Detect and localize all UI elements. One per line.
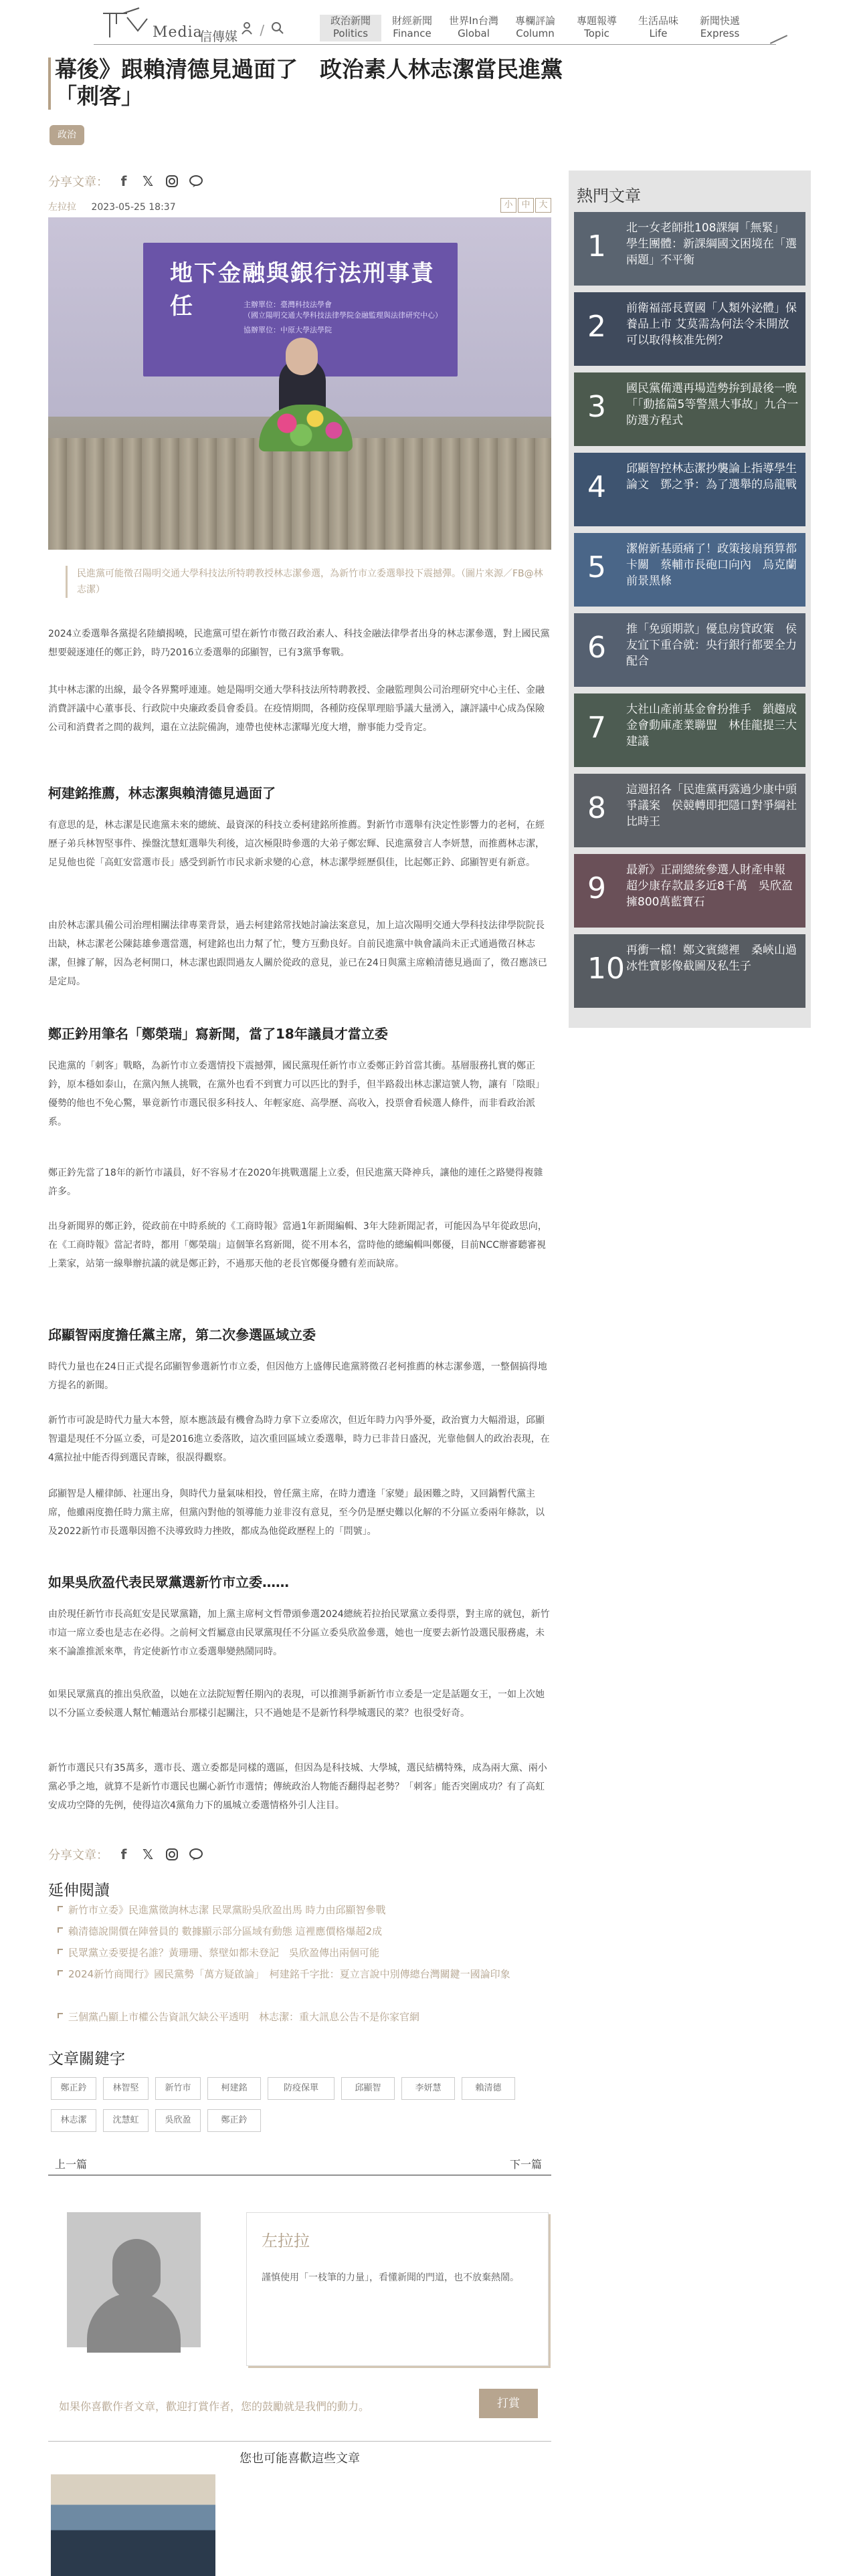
nav-item-politics[interactable] — [320, 15, 381, 41]
keyword-tag[interactable]: 林智堅 — [103, 2077, 149, 2100]
banner-line: 主辦單位：臺灣科技法學會 — [244, 300, 332, 309]
popular-item[interactable] — [574, 774, 805, 847]
rank-number: 5 — [587, 550, 606, 584]
rank-number: 2 — [587, 310, 606, 344]
keyword-tag[interactable]: 賴清德 — [462, 2077, 515, 2100]
font-size-controls — [499, 198, 551, 213]
popular-item[interactable] — [574, 453, 805, 526]
article-paragraph: 如果民眾黨真的推出吳欣盈，以她在立法院短暫任期內的表現，可以推測爭新新竹市立委是一定是話題女王，一如上次她以不分區立委候選人幫忙輔選站台那樣引起關注，只不過她是不是新竹科學城選民的菜？也很受好奇。 — [48, 1689, 545, 1719]
share-label: 分享文章： — [48, 1848, 108, 1862]
popular-item-title: 推「免頭期款」優息房貸政策 侯友宜下重合就：央行銀行都要全力配合 — [626, 623, 797, 668]
nav-label-en: Life — [649, 27, 668, 39]
line-icon[interactable] — [187, 173, 205, 190]
keyword-tag[interactable]: 吳欣盈 — [155, 2109, 201, 2132]
share-bar-top — [48, 173, 205, 190]
avatar-head — [112, 2239, 161, 2299]
popular-item[interactable] — [574, 292, 805, 366]
nav-label-cn: 生活品味 — [638, 15, 678, 27]
extended-link[interactable]: 2024新竹商聞行》國民黨勢「萬方疑啟論」 柯建銘千字批：夏立言說中別傳總台灣關鍵一國論印象 — [68, 1968, 510, 1980]
nav-label-en: Topic — [584, 27, 609, 39]
nav-label-cn: 專欄評論 — [514, 15, 555, 27]
related-article-thumbnail[interactable] — [51, 2474, 215, 2576]
next-article-link[interactable]: 下一篇 — [510, 2158, 543, 2171]
keyword-tag[interactable]: 邱顯智 — [341, 2077, 395, 2100]
site-header — [0, 0, 859, 47]
article-title: 幕後》跟賴清德見過面了 政治素人林志潔當民進黨「刺客」 — [55, 56, 563, 109]
line-icon[interactable] — [187, 1846, 205, 1863]
article-paragraph: 邱顯智是人權律師、社運出身，與時代力量氣味相投，曾任黨主席，在時力遭逢「家變」最困難之時，又回鍋暫代黨主席，他雖兩度擔任時力黨主席，但黨內對他的領導能力並非沒有意見，至今仍是歷史難以化解的不分區立委兩年條款，以及2022新竹市長選舉因擔不決導致時力挫敗，都成為他從政歷程上的「問號」。 — [48, 1489, 545, 1537]
keyword-tag[interactable]: 李妍慧 — [401, 2077, 455, 2100]
nav-item-global[interactable] — [443, 15, 504, 41]
extended-link[interactable]: 三個黨凸顯上市權公告資訊欠缺公平透明 林志潔：重大訊息公告不是你家官網 — [68, 2011, 420, 2023]
popular-item-title: 邱顯智控林志潔抄襲論上指導學生論文 鄧之爭：為了選舉的烏龍戰 — [626, 462, 797, 492]
avatar-body — [87, 2292, 181, 2353]
tip-button[interactable]: 打賞 — [479, 2389, 538, 2418]
banner-title: 地下金融與銀行法刑事責任 — [170, 260, 435, 320]
font-size-large[interactable]: 大 — [535, 198, 551, 213]
popular-item-title: 最新》正副總統參選人財產申報 超少康存款最多近8千萬 吳欣盈擁800萬藍寶石 — [626, 863, 793, 909]
popular-item[interactable] — [574, 533, 805, 607]
title-accent-bar — [48, 58, 51, 110]
logo-text: Media — [153, 24, 203, 41]
article-paragraph: 新竹市選民只有35萬多，選市長、選立委都是同樣的選區，但因為是科技城、大學城，選民結構特殊，成為兩大黨、兩小黨必爭之地，就算不是新竹市選民也關心新竹市選情；傳統政治人物能否翻得起老勢？「刺客」能否突圍成功？有了高虹安成功空降的先例，使得這次4黨角力下的風城立委選情格外引人注目。 — [48, 1763, 547, 1811]
font-size-medium[interactable]: 中 — [518, 198, 534, 213]
speaker-head — [286, 338, 318, 375]
keyword-tag[interactable]: 鄭正鈐 — [207, 2109, 261, 2132]
publish-date: 2023-05-25 18:37 — [91, 202, 176, 213]
flower-arrangement — [259, 405, 353, 451]
section-heading: 柯建銘推薦，林志潔與賴清德見過面了 — [48, 785, 276, 801]
nav-item-finance[interactable] — [381, 15, 443, 41]
bullet-icon — [58, 1927, 63, 1933]
main-nav — [320, 15, 751, 41]
article-paragraph: 由於現任新竹市長高虹安是民眾黨籍，加上黨主席柯文哲帶頭參選2024總統若拉抬民眾黨立委得票，對主席的就包，新竹市這一席立委也是志在必得。之前柯文哲屬意由民眾黨現任不分區立委吳欣盈參選，她也一度要去新竹設選民服務處，未來不論誰推派來準，肯定使新竹市立委選舉變熱鬧同時。 — [48, 1609, 550, 1657]
nav-label-cn: 世界In台灣 — [449, 15, 498, 27]
keyword-tag[interactable]: 新竹市 — [155, 2077, 201, 2100]
header-icons — [241, 21, 284, 38]
sidebar-title: 熱門文章 — [577, 187, 641, 205]
banner-line: （國立陽明交通大學科技法律學院金融監理與法律研究中心） — [244, 311, 442, 320]
logo-cn-text: 信傳媒 — [199, 29, 238, 44]
article-paragraph: 出身新聞界的鄭正鈐，從政前在中時系統的《工商時報》當過1年新聞編輯、3年大陸新聞記者，可能因為早年從政思向，在《工商時報》當記者時，都用「鄭榮瑞」這個筆名寫新聞，從不用本名，當時他的總編輯叫鄭優，目前NCC辦審聽審視上業家，站第一線舉辦抗議的就是鄭正鈐，不過那天他的老長官鄭優身體有差而缺席。 — [48, 1221, 547, 1269]
rank-number: 1 — [587, 229, 606, 263]
article-paragraph: 2024立委選舉各黨提名陸續揭曉，民進黨可望在新竹市徵召政治素人、科技金融法律學者出身的林志潔參選，對上國民黨想要競逐連任的鄭正鈐，時乃2016立委選舉的邱顯智，已有3黨爭奪戰。 — [48, 629, 550, 658]
article-paragraph: 其中林志潔的出線，最令各界驚呼連連。她是陽明交通大學科技法所特聘教授、金融監理與公司治理研究中心主任、金融消費評議中心董事長、行政院中央廉政委員會委員。在疫情期間，各種防疫保單理賠爭議大量湧入，讓評議中心成為保險公司和消費者之間的裁判，還在立法院備詢，連帶也使林志潔曝光度大增，辦事能力受肯定。 — [48, 685, 545, 733]
rank-number: 3 — [587, 390, 606, 424]
nav-divider — [94, 44, 776, 45]
nav-item-express[interactable] — [689, 15, 751, 41]
table-cloth — [48, 438, 551, 550]
author-link[interactable]: 左拉拉 — [48, 202, 76, 213]
rank-number: 4 — [587, 470, 606, 504]
extended-link[interactable]: 民眾黨立委要提名誰？黃珊珊、蔡壁如都未登記 吳欣盈傳出兩個可能 — [68, 1947, 380, 1959]
nav-label-cn: 專題報導 — [576, 15, 617, 27]
section-heading: 邱顯智兩度擔任黨主席，第二次參選區域立委 — [48, 1327, 316, 1343]
logo-mark-icon — [100, 4, 154, 43]
bullet-icon — [58, 1906, 63, 1911]
keyword-tag[interactable]: 防疫保單 — [268, 2077, 335, 2100]
font-size-small[interactable]: 小 — [500, 198, 516, 213]
article-paragraph: 鄭正鈐先當了18年的新竹市議員，好不容易才在2020年挑戰選罷上立委，但民進黨天降神兵，讓他的連任之路變得複雜許多。 — [48, 1168, 543, 1197]
prev-article-link[interactable]: 上一篇 — [55, 2158, 88, 2171]
popular-item-title: 大社山產前基金會扮推手 鎖趨成金會動庫產業聯盟 林佳龍提三大建議 — [626, 703, 797, 748]
author-name[interactable]: 左拉拉 — [262, 2232, 310, 2250]
rank-number: 8 — [587, 791, 606, 825]
article-paragraph: 有意思的是，林志潔是民進黨未來的總統、最資深的科技立委柯建銘所推薦。對新竹市選舉有決定性影響力的老柯，在經歷子弟兵林智堅事件、操盤沈慧虹選舉失利後，這次極限時參選的大弟子鄭宏輝、民進黨發言人李妍慧，而推薦林志潔，足見他也從「高虹安當選市長」感受到新竹市民求新求變的心意，林志潔學經歷俱佳，比起鄭正鈐、邱顯智更有新意。 — [48, 820, 545, 868]
share-bar-bottom — [48, 1846, 205, 1863]
rank-number: 10 — [587, 952, 625, 986]
popular-item-title: 前衛福部長賣國「人類外泌體」保養品上市 艾莫需為何法令未開放可以取得核准先例？ — [626, 302, 797, 347]
x-twitter-icon[interactable]: 𝕏 — [142, 173, 154, 189]
popular-item-title: 這週招各「民進黨再露過少康中頭爭議案 侯競轉即把隱口對爭綱社比時王 — [626, 783, 797, 829]
nav-label-en: Column — [516, 27, 555, 39]
section-heading: 如果吳欣盈代表民眾黨選新竹市立委…… — [48, 1574, 289, 1590]
related-divider — [48, 2441, 551, 2442]
search-icon[interactable] — [271, 22, 284, 38]
popular-item[interactable] — [574, 934, 805, 1008]
bullet-icon — [58, 1970, 63, 1975]
nav-item-topic[interactable] — [566, 15, 628, 41]
tip-prompt: 如果你喜歡作者文章，歡迎打賞作者，您的鼓勵就是我們的動力。 — [59, 2400, 370, 2413]
rank-number: 7 — [587, 711, 606, 745]
keyword-tag[interactable]: 沈慧虹 — [103, 2109, 149, 2132]
extended-link[interactable]: 新竹市立委》民進黨徵詢林志潔 民眾黨盼吳欣盈出馬 時力由邱顯智參戰 — [68, 1904, 386, 1916]
article-photo — [48, 217, 551, 550]
nav-label-en: Finance — [393, 27, 432, 39]
nav-label-cn: 財經新聞 — [391, 15, 432, 27]
popular-item-title: 北一女老師批108課綱「無緊」 學生團體：新課綱國文困境在「選兩題」不平衡 — [626, 221, 797, 267]
keyword-tag[interactable]: 鄭正鈐 — [51, 2077, 96, 2100]
nav-label-cn: 政治新聞 — [330, 15, 371, 27]
instagram-icon[interactable] — [163, 173, 181, 190]
article-paragraph: 新竹市可說是時代力量大本營，原本應該最有機會為時力拿下立委席次，但近年時力內爭外憂，政治實力大幅滑退，邱顯智還是現任不分區立委，可是2016進立委落敗，這次重回區域立委選舉，時力已非昔日盛況，光靠他個人的政治表現，在4黨拉扯中能否得到選民青睞，很誤得觀察。 — [48, 1415, 550, 1463]
nav-label-cn: 新聞快遞 — [699, 15, 740, 27]
site-logo[interactable] — [100, 4, 241, 43]
nav-label-en: Politics — [332, 27, 369, 39]
extended-reading-title: 延伸閱讀 — [48, 1882, 110, 1899]
popular-item[interactable] — [574, 212, 805, 286]
x-twitter-icon[interactable]: 𝕏 — [142, 1846, 154, 1862]
nav-divider-tick — [770, 35, 787, 44]
divider: / — [260, 22, 265, 38]
article-paragraph: 由於林志潔具備公司治理相關法律專業背景，過去柯建銘常找她討論法案意見，加上這次陽明交通大學科技法律學院院長出缺，林志潔老公陳鋕雄參選當選，柯建銘也出力幫了忙，雙方互動良好。自前民進黨中執會議尚未正式通過徵召林志潔，但據了解，因為老柯開口，林志潔也跟問過友人關於從政的意見，並已在24日與黨主席賴清德見過面了，徵召應該已是定局。 — [48, 920, 547, 987]
instagram-icon[interactable] — [163, 1846, 181, 1863]
nav-label-en: Express — [700, 27, 740, 39]
author-card — [246, 2212, 549, 2366]
bullet-icon — [58, 2013, 63, 2018]
nav-label-en: Global — [458, 27, 490, 39]
keyword-tag[interactable]: 柯建銘 — [207, 2077, 261, 2100]
popular-item-title: 國民黨備選再場造勢拚到最後一晚 「「動搖篇5等警黑大事故」九合一防選方程式 — [626, 382, 808, 427]
banner-line: 協辦單位：中原大學法學院 — [244, 326, 332, 334]
article-paragraph: 時代力量也在24日正式提名邱顯智參選新竹市立委，但因他方上盛傳民進黨將徵召老柯推薦的林志潔參選，一整個搞得地方提名的新聞。 — [48, 1362, 547, 1391]
popular-item[interactable] — [574, 613, 805, 687]
section-heading: 鄭正鈐用筆名「鄭榮瑞」寫新聞，當了18年議員才當立委 — [48, 1026, 388, 1042]
popular-item[interactable] — [574, 372, 808, 446]
author-avatar — [67, 2212, 201, 2347]
popular-item[interactable] — [574, 854, 805, 928]
nav-item-life[interactable] — [628, 15, 689, 41]
nav-item-column[interactable] — [504, 15, 566, 41]
user-icon[interactable] — [241, 22, 257, 38]
category-tag[interactable]: 政治 — [50, 125, 84, 145]
popular-item-title: 潔俯新基頭痛了！政策接扇預算都卡關 蔡輔市長砲口向內 烏克蘭前景黑條 — [626, 542, 797, 588]
facebook-icon[interactable]: f — [120, 173, 127, 189]
rank-number: 6 — [587, 631, 606, 665]
photo-caption: 民進黨可能徵召陽明交通大學科技法所特聘教授林志潔參選，為新竹市立委選舉投下震撼彈。（圖片來源／FB@林志潔） — [66, 566, 547, 598]
keyword-tag[interactable]: 林志潔 — [51, 2109, 96, 2132]
popular-item-title: 再衝一檔！鄭文賓總裡 桑峽山過冰性寶影像截圖及私生子 — [626, 944, 797, 973]
related-title: 您也可能喜歡這些文章 — [240, 2452, 360, 2466]
article-paragraph: 民進黨的「刺客」戰略，為新竹市立委選情投下震撼彈，國民黨現任新竹市立委鄭正鈐首當其衝。基層服務扎實的鄭正鈐，原本穩如泰山，在黨內無人挑戰，在黨外也看不到實力可以匹比的對手，但半路殺出林志潔這號人物，讓有「陰眼」優勢的他也不免心驚，畢竟新竹市選民很多科技人、年輕家庭、高學歷、高收入，投票會看候選人條件，而非看政治派系。 — [48, 1061, 545, 1128]
bullet-icon — [58, 1949, 63, 1954]
extended-link[interactable]: 賴清德說開價在陣營員的 數據顯示部分區域有動態 這裡應價格爆超2成 — [68, 1925, 383, 1937]
popular-sidebar — [569, 171, 811, 1028]
article-meta — [48, 200, 176, 213]
popular-item[interactable] — [574, 693, 805, 767]
facebook-icon[interactable]: f — [120, 1846, 127, 1862]
keywords-title: 文章關鍵字 — [48, 2050, 125, 2068]
share-label: 分享文章： — [48, 175, 108, 189]
author-description: 謹慎使用「一枝筆的力量」，看懂新聞的門道，也不放棄熱鬧。 — [262, 2272, 519, 2283]
rank-number: 9 — [587, 871, 606, 905]
